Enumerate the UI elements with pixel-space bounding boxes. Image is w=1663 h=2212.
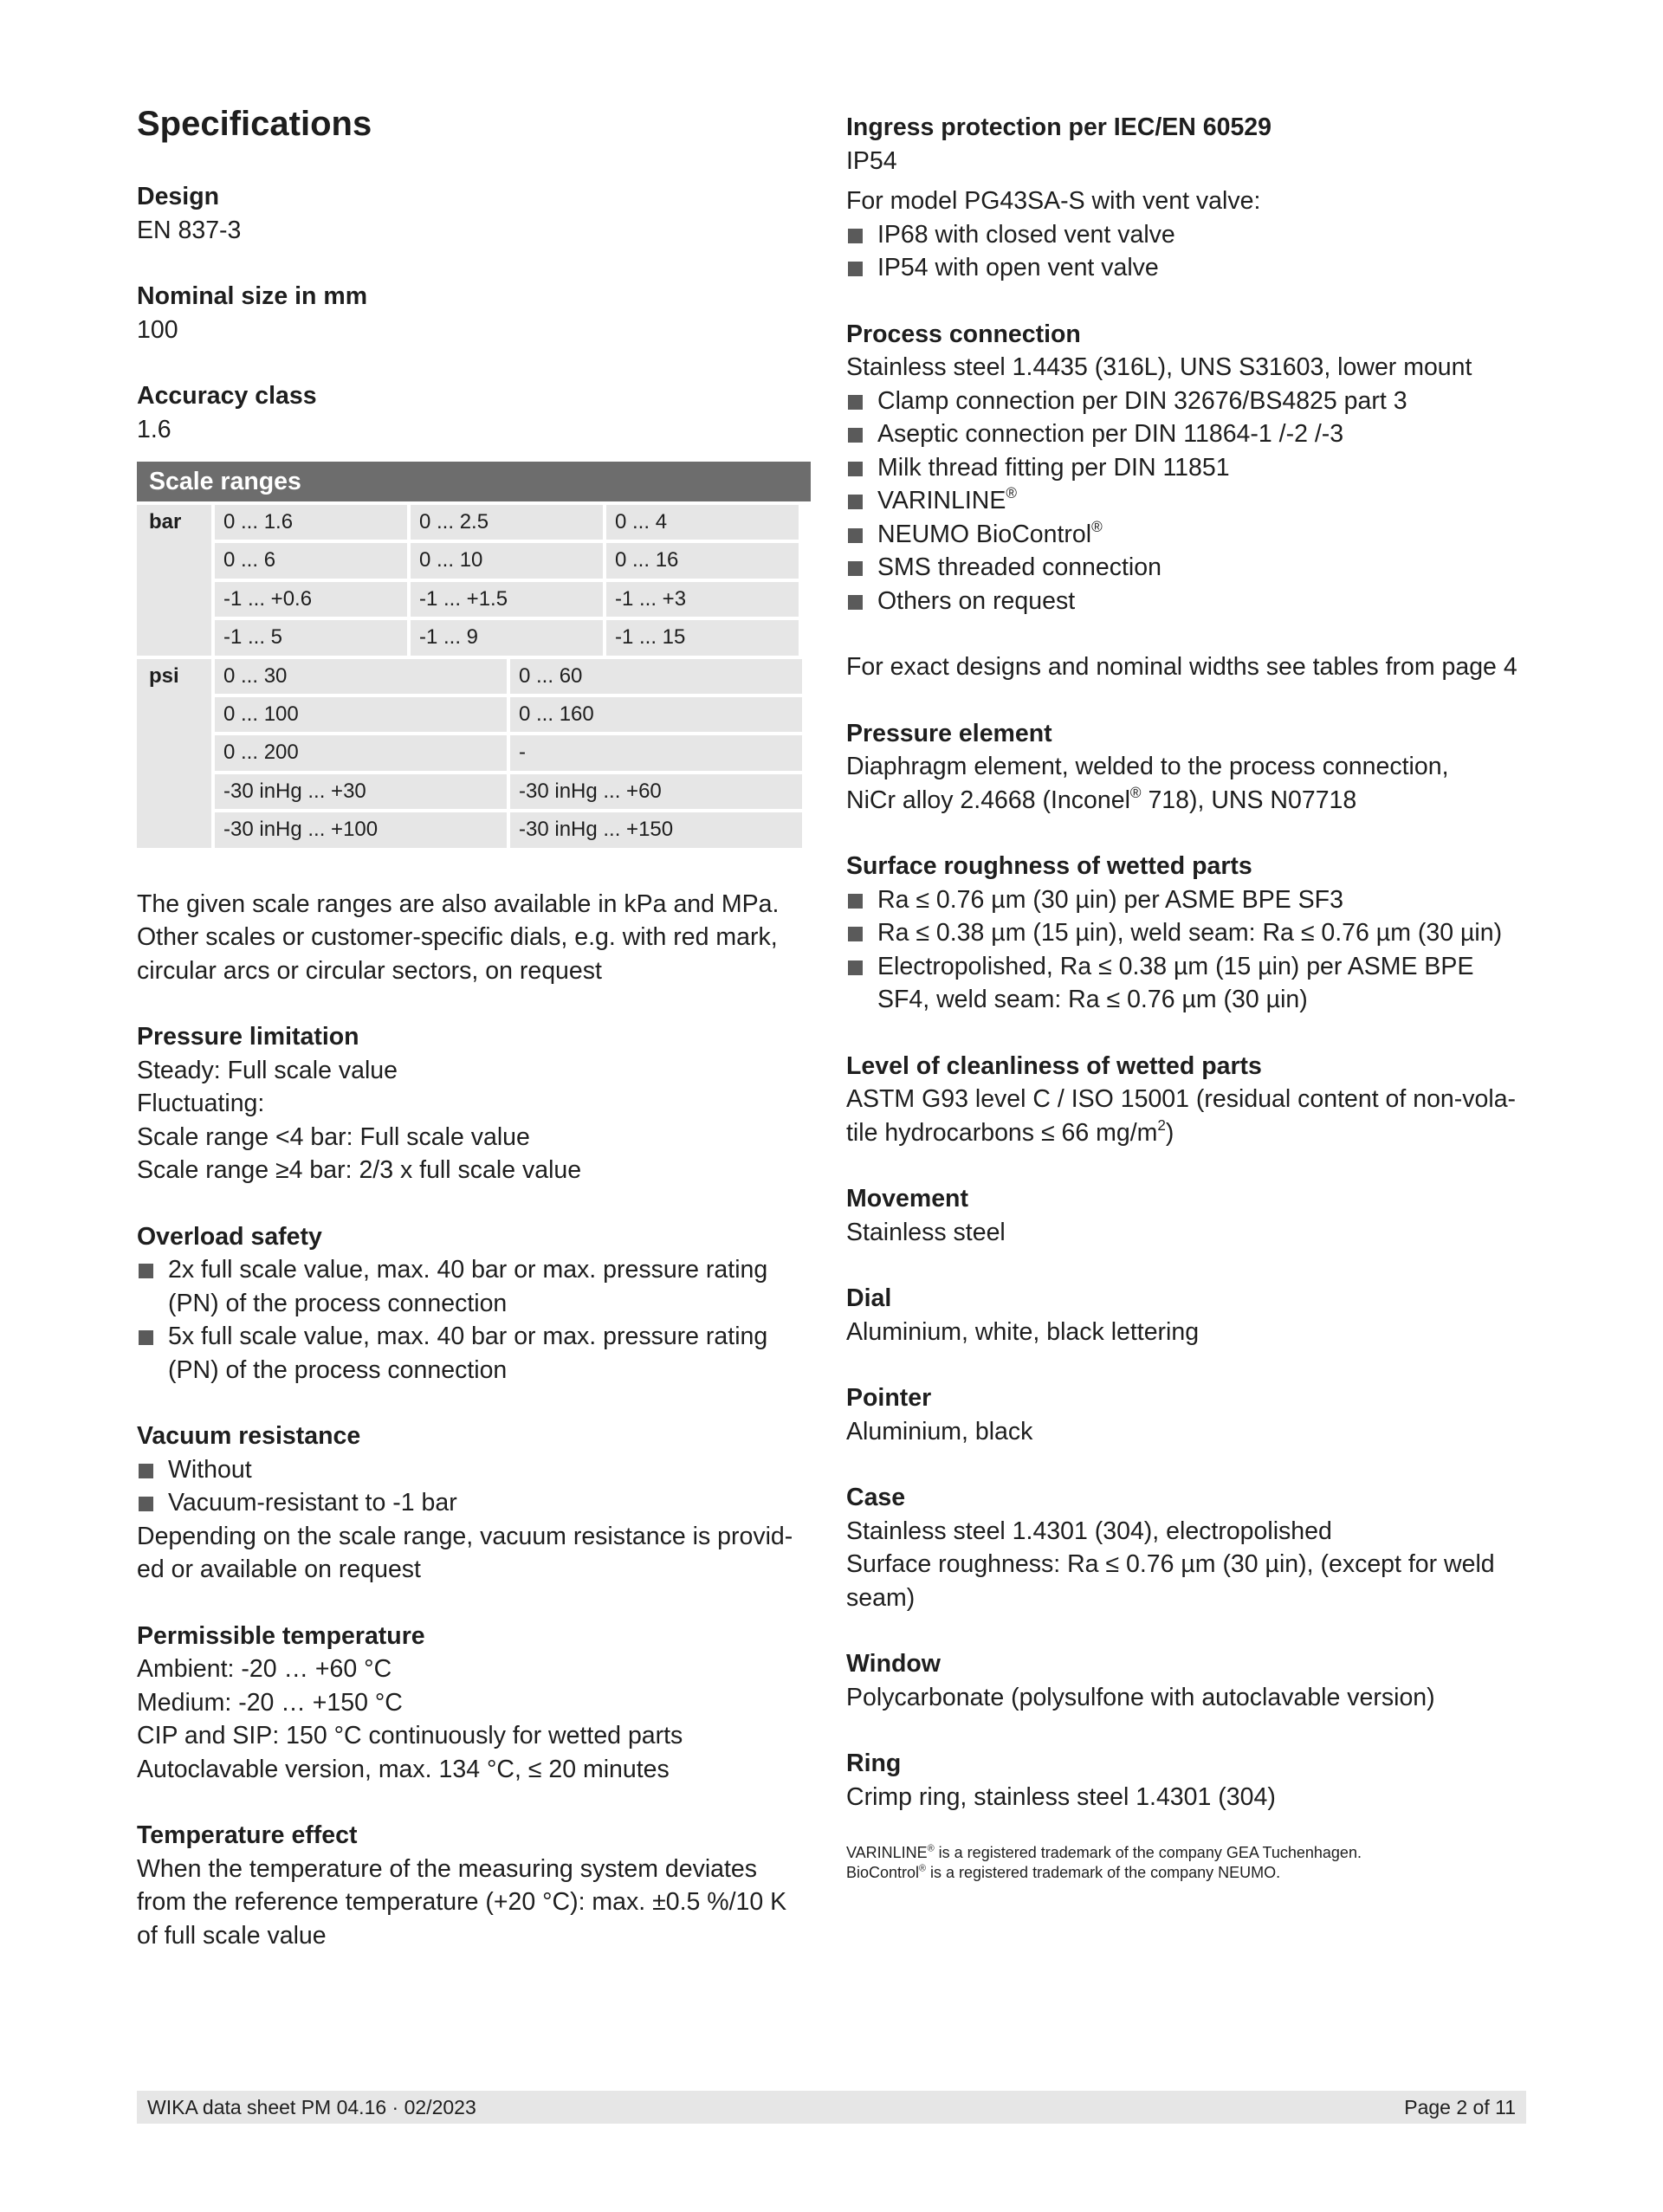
nominal-size-heading: Nominal size in mm [137,282,368,310]
table-cell: 0 ... 6 [215,543,407,578]
table-cell: -1 ... +0.6 [215,582,407,617]
temperature-effect-heading: Temperature effect [137,1821,358,1850]
window-value: Polycarbonate (polysulfone with autoclavable version) [846,1683,1435,1711]
text-line: Surface roughness: Ra ≤ 0.76 µm (30 µin), (except for weld [846,1550,1495,1578]
text-part: ) [1165,1118,1174,1147]
list-item: SMS threaded connection [846,551,1530,585]
table-cell: -30 inHg ... +30 [215,774,507,809]
table-row [211,771,811,809]
surface-roughness-section [846,850,1530,1017]
scale-ranges-heading: Scale ranges [137,462,811,501]
registered-mark: ® [927,1843,935,1854]
text-line: Scale range <4 bar: Full scale value [137,1122,530,1151]
design-section [137,180,812,247]
table-cell: -1 ... +1.5 [411,582,603,617]
pressure-limitation-heading: Pressure limitation [137,1023,359,1051]
text-line: seam) [846,1583,916,1612]
table-row [211,656,811,694]
text-line: Ambient: -20 … +60 °C [137,1655,392,1684]
registered-mark: ® [1006,485,1017,502]
ring-section [846,1747,1530,1814]
text-line [846,784,1530,818]
surface-roughness-heading: Surface roughness of wetted parts [846,852,1252,880]
text-line: Autoclavable version, max. 134 °C, ≤ 20 minutes [137,1755,670,1783]
vacuum-note: Depending on the scale range, vacuum resistance is provid-ed or available on request [137,1522,793,1584]
nominal-size-section [137,280,812,346]
dial-value: Aluminium, white, black lettering [846,1317,1200,1346]
table-cell: -30 inHg ... +60 [510,774,802,809]
ingress-protection-value: IP54 [846,146,897,175]
scale-note-line: circular arcs or circular sectors, on request [137,956,602,985]
process-connection-section [846,318,1530,684]
footer-doc-id: WIKA data sheet PM 04.16 · 02/2023 [147,2095,476,2118]
table-row [211,809,811,847]
vacuum-resistance-section [137,1420,812,1587]
page-title: Specifications [137,105,372,143]
list-item: Without [137,1453,812,1487]
text-part: is a registered trademark of the company NEUMO. [926,1864,1281,1881]
permissible-temperature-section [137,1620,812,1787]
cleanliness-section [846,1050,1530,1150]
text-part: NiCr alloy 2.4668 (Inconel [846,786,1130,814]
list-item [846,518,1530,552]
case-section [846,1481,1530,1614]
list-item: Vacuum-resistant to -1 bar [137,1486,812,1520]
table-cell: -30 inHg ... +100 [215,812,507,847]
dial-section [846,1282,1530,1349]
process-connection-list [846,385,1530,618]
list-item: 2x full scale value, max. 40 bar or max. pressure rating (PN) of the process connection [137,1253,774,1320]
pointer-value: Aluminium, black [846,1417,1033,1446]
surface-roughness-list [846,883,1530,1017]
table-cell: 0 ... 2.5 [411,505,603,540]
text-line: Scale range ≥4 bar: 2/3 x full scale value [137,1156,582,1185]
text-line: ASTM G93 level C / ISO 15001 (residual content of non-vola- [846,1085,1517,1113]
movement-heading: Movement [846,1185,968,1213]
page-footer [137,2091,1526,2124]
text-line: from the reference temperature (+20 °C): max. ±0.5 %/10 K [137,1888,787,1917]
window-section [846,1647,1530,1714]
pointer-heading: Pointer [846,1384,932,1412]
right-column [846,111,1530,1883]
process-connection-heading: Process connection [846,320,1081,348]
bar-unit-label: bar [137,505,211,656]
pressure-element-section [846,717,1530,818]
psi-group [137,656,811,848]
table-cell: 0 ... 100 [215,697,507,732]
process-connection-note: For exact designs and nominal widths see tables from page 4 [846,653,1517,681]
trademark-line [846,1843,1530,1863]
list-item: Milk thread fitting per DIN 11851 [846,451,1530,485]
cleanliness-heading: Level of cleanliness of wetted parts [846,1051,1262,1080]
movement-section [846,1182,1530,1249]
table-cell: 0 ... 60 [510,659,802,694]
list-item: IP68 with closed vent valve [846,218,1530,252]
list-item: Clamp connection per DIN 32676/BS4825 part 3 [846,385,1530,418]
accuracy-section [137,379,812,446]
list-item: Ra ≤ 0.76 µm (30 µin) per ASME BPE SF3 [846,883,1530,917]
trademark-notes [846,1843,1530,1883]
list-item: IP54 with open vent valve [846,251,1530,285]
scale-ranges-table [137,462,811,848]
ingress-protection-heading: Ingress protection per IEC/EN 60529 [846,113,1272,141]
accuracy-heading: Accuracy class [137,382,317,410]
text-part: 718), UNS N07718 [1141,786,1357,814]
permissible-temperature-heading: Permissible temperature [137,1621,425,1650]
table-cell: - [510,735,802,770]
table-cell: -1 ... 9 [411,620,603,655]
list-item [846,484,1530,518]
text-line: Fluctuating: [137,1090,265,1118]
list-item: Ra ≤ 0.38 µm (15 µin), weld seam: Ra ≤ 0.76 µm (30 µin) [846,916,1530,950]
list-item-text: VARINLINE [877,487,1006,514]
list-item: Others on request [846,585,1530,618]
text-part: BioControl [846,1864,920,1881]
registered-mark: ® [919,1863,927,1874]
ingress-list [846,218,1530,285]
table-cell: -1 ... 5 [215,620,407,655]
case-heading: Case [846,1484,906,1511]
table-row [211,694,811,732]
ring-value: Crimp ring, stainless steel 1.4301 (304) [846,1782,1276,1811]
text-line: of full scale value [137,1921,327,1950]
movement-value: Stainless steel [846,1218,1006,1246]
text-line: Medium: -20 … +150 °C [137,1688,403,1717]
pressure-element-heading: Pressure element [846,719,1052,747]
footer-page-number: Page 2 of 11 [1404,2095,1516,2118]
process-connection-value: Stainless steel 1.4435 (316L), UNS S31603, lower mount [846,353,1472,381]
text-line: When the temperature of the measuring system deviates [137,1854,758,1883]
list-item: Aseptic connection per DIN 11864-1 /-2 /-3 [846,417,1530,451]
ingress-protection-section [846,111,1530,285]
left-column [137,104,812,1985]
ring-heading: Ring [846,1750,902,1777]
table-cell: 0 ... 10 [411,543,603,578]
table-cell: 0 ... 4 [606,505,799,540]
scale-note [137,888,812,988]
vacuum-resistance-heading: Vacuum resistance [137,1422,361,1451]
list-item-text: NEUMO BioControl [877,520,1092,548]
table-row [211,732,811,770]
overload-safety-section [137,1220,812,1387]
overload-list [137,1253,812,1387]
scale-note-line: The given scale ranges are also available in kPa and MPa. [137,889,780,918]
text-part: is a registered trademark of the company GEA Tuchenhagen. [934,1844,1362,1861]
pressure-limitation-section [137,1020,812,1187]
text-line: Diaphragm element, welded to the process connection, [846,753,1449,780]
table-cell: 0 ... 16 [606,543,799,578]
overload-safety-heading: Overload safety [137,1222,322,1251]
superscript: 2 [1157,1116,1166,1134]
table-row [211,617,811,655]
vacuum-list [137,1453,812,1520]
text-line [846,1116,1530,1150]
list-item: Electropolished, Ra ≤ 0.38 µm (15 µin) per ASME BPE SF4, weld seam: Ra ≤ 0.76 µm (30 µin) [846,950,1510,1017]
window-heading: Window [846,1650,941,1678]
table-row [211,579,811,617]
table-row [211,501,811,540]
dial-heading: Dial [846,1284,892,1312]
accuracy-value: 1.6 [137,415,171,443]
table-cell: -30 inHg ... +150 [510,812,802,847]
scale-note-line: Other scales or customer-specific dials, e.g. with red mark, [137,923,778,952]
nominal-size-value: 100 [137,315,178,344]
table-cell: 0 ... 160 [510,697,802,732]
ingress-intro: For model PG43SA-S with vent valve: [846,187,1261,215]
table-cell: 0 ... 200 [215,735,507,770]
psi-unit-label: psi [137,659,211,848]
text-part: VARINLINE [846,1844,928,1861]
design-heading: Design [137,183,220,210]
pointer-section [846,1381,1530,1448]
registered-mark: ® [1129,784,1142,801]
table-cell: -1 ... +3 [606,582,799,617]
table-cell: 0 ... 30 [215,659,507,694]
table-row [211,540,811,578]
text-line: CIP and SIP: 150 °C continuously for wetted parts [137,1722,683,1750]
trademark-line [846,1863,1530,1883]
table-cell: -1 ... 15 [606,620,799,655]
text-line: Stainless steel 1.4301 (304), electropolished [846,1517,1332,1545]
text-line: Steady: Full scale value [137,1056,398,1084]
text-part: tile hydrocarbons ≤ 66 mg/m [846,1118,1158,1147]
design-value: EN 837-3 [137,216,242,244]
bar-group [137,501,811,656]
temperature-effect-section [137,1819,812,1952]
list-item: 5x full scale value, max. 40 bar or max. pressure rating (PN) of the process connection [137,1320,774,1387]
table-cell: 0 ... 1.6 [215,505,407,540]
registered-mark: ® [1091,518,1103,535]
